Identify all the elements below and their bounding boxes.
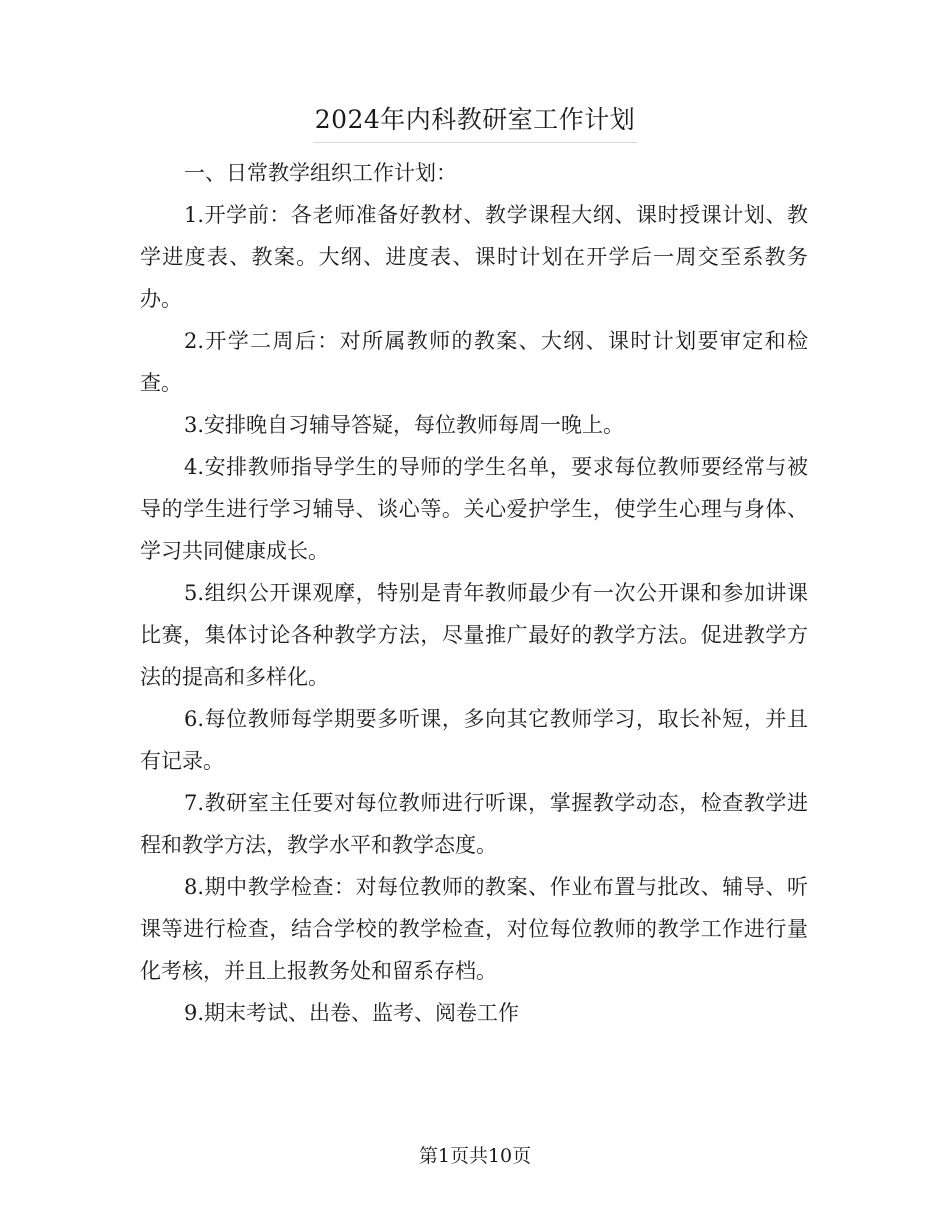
paragraph-item-4: 4.安排教师指导学生的导师的学生名单，要求每位教师要经常与被导的学生进行学习辅导、谈心等。关心爱护学生，使学生心理与身体、学习共同健康成长。 [140, 455, 808, 563]
paragraph-item-2: 2.开学二周后：对所属教师的教案、大纲、课时计划要审定和检查。 [140, 329, 808, 395]
paragraph-item-6: 6.每位教师每学期要多听课，多向其它教师学习，取长补短，并且有记录。 [140, 707, 808, 773]
paragraph-item-9: 9.期末考试、出卷、监考、阅卷工作 [184, 1001, 520, 1025]
paragraph-item-8: 8.期中教学检查：对每位教师的教案、作业布置与批改、辅导、听课等进行检查，结合学校的教学检查，对位每位教师的教学工作进行量化考核，并且上报教务处和留系存档。 [140, 875, 808, 983]
paragraph-item-5: 5.组织公开课观摩，特别是青年教师最少有一次公开课和参加讲课比赛，集体讨论各种教学方法，尽量推广最好的教学方法。促进教学方法的提高和多样化。 [140, 581, 808, 689]
section-heading: 一、日常教学组织工作计划： [184, 161, 457, 185]
paragraph-item-1: 1.开学前：各老师准备好教材、教学课程大纲、课时授课计划、教学进度表、教案。大纲、进度表、课时计划在开学后一周交至系教务办。 [140, 203, 808, 311]
paragraph-item-3: 3.安排晚自习辅导答疑，每位教师每周一晚上。 [184, 413, 625, 437]
document-body [140, 152, 808, 1034]
page-number-footer: 第1页共10页 [418, 1145, 532, 1167]
paragraph-item-7: 7.教研室主任要对每位教师进行听课，掌握教学动态，检查教学进程和教学方法，教学水平和教学态度。 [140, 791, 808, 857]
title-container [0, 100, 950, 143]
document-title: 2024年内科教研室工作计划 [313, 100, 638, 143]
